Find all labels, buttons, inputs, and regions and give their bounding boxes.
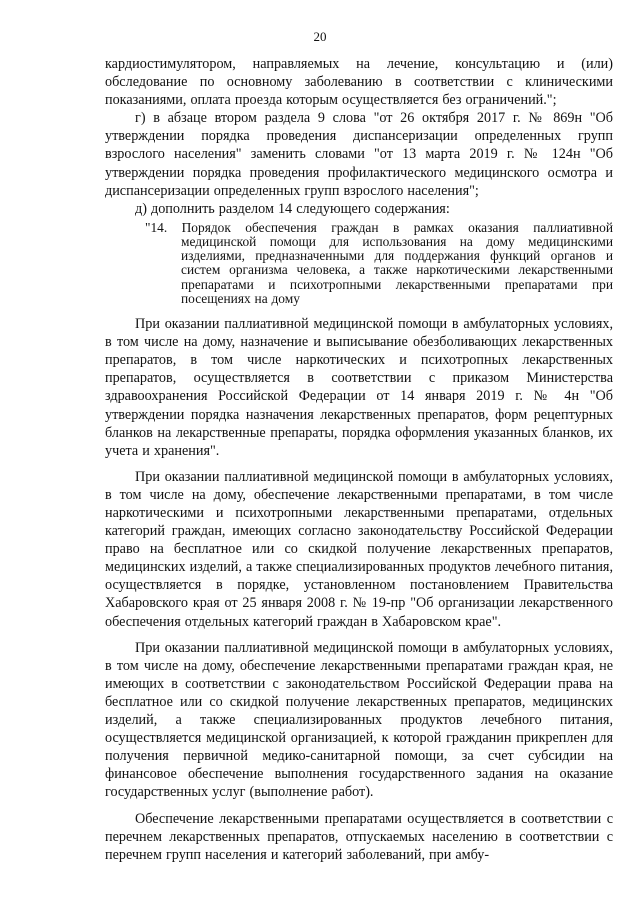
section-14-heading: "14. Порядок обеспечения граждан в рамках оказания паллиативной медицинской помощи для использования на дому медицинскими изделиями, предназначенными для поддержания функций органов и систем организма человека, а также наркотическими лекарственными препаратами и психотропными лекарственными препаратами при посещениях на дому xyxy=(145,219,613,306)
paragraph-prescribing: При оказании паллиативной медицинской помощи в амбулаторных условиях, в том числе на дому, назначение и выписывание обезболивающих лекарственных препаратов, в том числе наркотических и психотропных лекарственных препаратов, осуществляется в соответствии с приказом Министерства здравоохранения Российской Федерации от 14 января 2019 г. № 4н "Об утверждении порядка назначения лекарственных препаратов, форм рецептурных бланков на лекарственные препараты, порядка оформления указанных бланков, их учета и хранения". xyxy=(105,316,613,459)
paragraph-item-d: д) дополнить разделом 14 следующего содержания: xyxy=(135,200,450,217)
paragraph-drug-list: Обеспечение лекарственными препаратами осуществляется в соответствии с перечнем лекарственных препаратов, отпускаемых населению в соответствии с перечнем групп населения и категорий заболеваний, при амбу- xyxy=(105,810,613,863)
paragraph-continuation: кардиостимулятором, направляемых на лечение, консультацию и (или) обследование по основному заболеванию в соответствии с клиническими показаниями, оплата проезда которым осуществляется без ограничений."; xyxy=(105,56,613,109)
paragraph-preferential-supply: При оказании паллиативной медицинской помощи в амбулаторных условиях, в том числе на дому, обеспечение лекарственными препаратами, в том числе наркотическими и психотропными лекарственными препаратами, отдельных категорий граждан, имеющих согласно законодательству Российской Федерации право на бесплатное или со скидкой получение лекарственных препаратов, медицинских изделий, а также специализированных продуктов лечебного питания, осуществляется в порядке, установленном постановлением Правительства Хабаровского края от 25 января 2008 г. № 19-пр "Об организации лекарственного обеспечения отдельных категорий граждан в Хабаровском крае". xyxy=(105,468,613,630)
paragraph-non-preferential-supply: При оказании паллиативной медицинской помощи в амбулаторных условиях, в том числе на дому, обеспечение лекарственными препаратами граждан края, не имеющих в соответствии с законодательством Российской Федерации права на бесплатное или со скидкой получение лекарственных препаратов, медицинских изделий, а также специализированных продуктов лечебного питания, осуществляется медицинской организацией, к которой гражданин прикреплен для получения первичной медико-санитарной помощи, за счет субсидии на финансовое обеспечение выполнения государственного задания на оказание государственных услуг (выполнение работ). xyxy=(105,639,613,801)
page-number: 20 xyxy=(313,29,327,44)
document-body xyxy=(105,55,613,864)
paragraph-item-g: г) в абзаце втором раздела 9 слова "от 26 октября 2017 г. № 869н "Об утверждении порядка проведения диспансеризации определенных групп взрослого населения" заменить словами "от 13 марта 2019 г. № 124н "Об утверждении порядка проведения профилактического медицинского осмотра и диспансеризации определенных групп взрослого населения"; xyxy=(105,110,613,199)
